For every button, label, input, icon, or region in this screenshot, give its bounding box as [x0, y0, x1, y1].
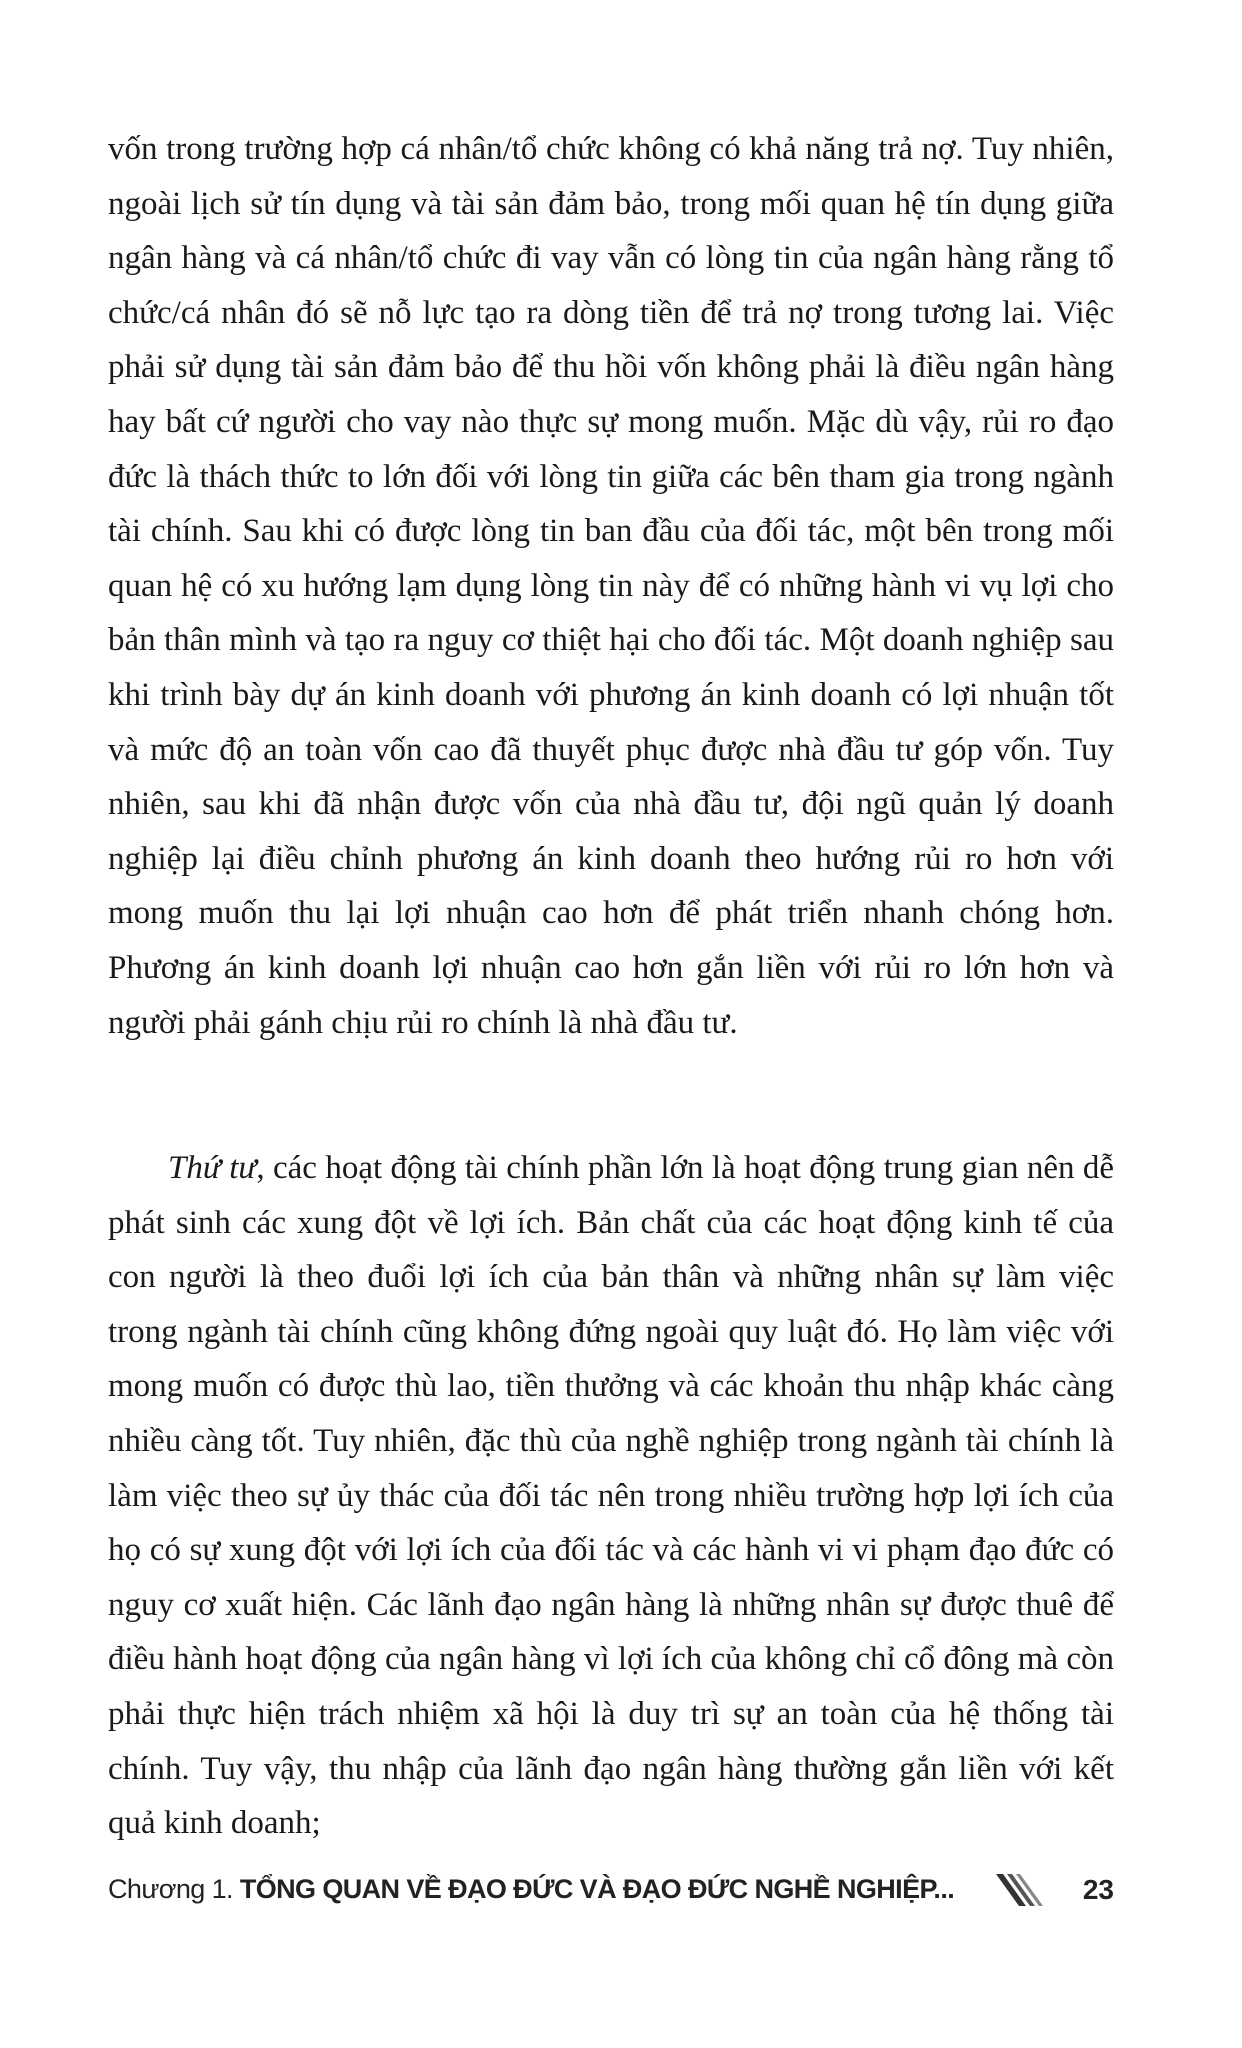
diagonal-stripes-icon [996, 1874, 1044, 1906]
paragraph-text: vốn trong trường hợp cá nhân/tổ chức không có khả năng trả nợ. Tuy nhiên, ngoài lịch sử tín dụng và tài sản đảm bảo, trong mối quan hệ tín dụng giữa ngân hàng và cá nhân/tổ chức đi vay vẫn có lòng tin của ngân hàng rằng tổ chức/cá nhân đó sẽ nỗ lực tạo ra dòng tiền để trả nợ trong tương lai. Việc phải sử dụng tài sản đảm bảo để thu hồi vốn không phải là điều ngân hàng hay bất cứ người cho vay nào thực sự mong muốn. Mặc dù vậy, rủi ro đạo đức là thách thức to lớn đối với lòng tin giữa các bên tham gia trong ngành tài chính. Sau khi có được lòng tin ban đầu của đối tác, một bên trong mối quan hệ có xu hướng lạm dụng lòng tin này để có những hành vi vụ lợi cho bản thân mình và tạo ra nguy cơ thiệt hại cho đối tác. Một doanh nghiệp sau khi trình bày dự án kinh doanh với phương án kinh doanh có lợi nhuận tốt và mức độ an toàn vốn cao đã thuyết phục được nhà đầu tư góp vốn. Tuy nhiên, sau khi đã nhận được vốn của nhà đầu tư, đội ngũ quản lý doanh nghiệp lại điều chỉnh phương án kinh doanh theo hướng rủi ro hơn với mong muốn thu lại lợi nhuận cao hơn để phát triển nhanh chóng hơn. Phương án kinh doanh lợi nhuận cao hơn gắn liền với rủi ro lớn hơn và người phải gánh chịu rủi ro chính là nhà đầu tư. [108, 131, 1114, 1041]
paragraph-lead-italic: Thứ tư [168, 1150, 257, 1186]
page-number: 23 [1082, 1874, 1114, 1905]
chapter-title: TỔNG QUAN VỀ ĐẠO ĐỨC VÀ ĐẠO ĐỨC NGHỀ NGHIỆP... [239, 1874, 955, 1904]
page-footer [108, 1868, 1114, 1918]
body-paragraph-2 [108, 1141, 1114, 1851]
paragraph-text [108, 1141, 1114, 1851]
paragraph-body: , các hoạt động tài chính phần lớn là hoạt động trung gian nên dễ phát sinh các xung đột về lợi ích. Bản chất của các hoạt động kinh tế của con người là theo đuổi lợi ích của bản thân và những nhân sự làm việc trong ngành tài chính cũng không đứng ngoài quy luật đó. Họ làm việc với mong muốn có được thù lao, tiền thưởng và các khoản thu nhập khác càng nhiều càng tốt. Tuy nhiên, đặc thù của nghề nghiệp trong ngành tài chính là làm việc theo sự ủy thác của đối tác nên trong nhiều trường hợp lợi ích của họ có sự xung đột với lợi ích của đối tác và các hành vi vi phạm đạo đức có nguy cơ xuất hiện. Các lãnh đạo ngân hàng là những nhân sự được thuê để điều hành hoạt động của ngân hàng vì lợi ích của không chỉ cổ đông mà còn phải thực hiện trách nhiệm xã hội là duy trì sự an toàn của hệ thống tài chính. Tuy vậy, thu nhập của lãnh đạo ngân hàng thường gắn liền với kết quả kinh doanh; [108, 1150, 1114, 1842]
chapter-running-header [108, 1874, 954, 1905]
body-paragraph-1 [108, 122, 1114, 1050]
chapter-prefix: Chương 1. [108, 1874, 240, 1904]
